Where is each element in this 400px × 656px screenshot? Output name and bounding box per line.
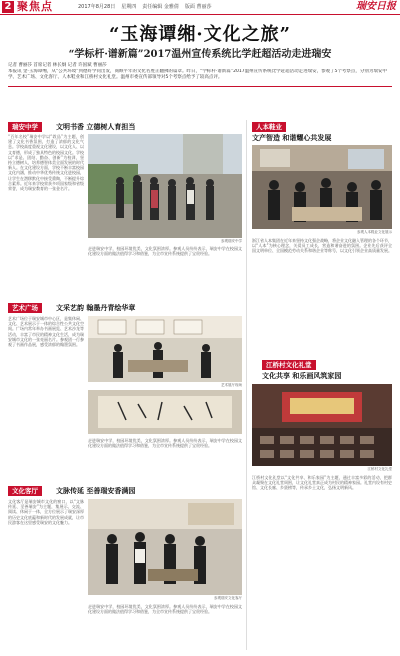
caption-renben: 参观人本鞋业文化展示	[357, 230, 392, 234]
page-number: 2	[2, 1, 14, 13]
body-text-culture-hall-2: 走进瑞安中学，校园环境优美，文化氛围浓厚。参观人员纷纷表示，瑞安中学在校园文化建设方面的做法值得学习和借鉴，为全市宣传系统提供了宝贵经验。	[88, 604, 242, 615]
lead-paragraph: 本报讯 金·玉海谭缃，从“公共环境”到德好学问出发，商顾平年的文化名胜正翻拂的篇章。昨日，“学标杆·谱新篇”2017温州宣传系统比学赶超活动走进瑞安，参观了5个考察点，分别为瑞安中学、艺术广场、文化客厅、人本鞋业和江桥村文化礼堂。温州市委宣传部领导对5个考察点给予了较高点评。	[8, 69, 387, 80]
section-title-renben: 文产智造 和谐耀心共发展	[252, 134, 332, 142]
issue-date: 2017年8月28日	[78, 4, 116, 10]
section-title-ruian-school: 文明书香 立德树人育担当	[56, 123, 136, 131]
layout-editor: 版面 曹丽莎	[184, 4, 212, 10]
section-tag-art-square: 艺术广场	[8, 303, 42, 313]
photo-jiangqiao-hall	[252, 384, 392, 466]
photo-school-visit	[88, 134, 242, 238]
body-text-art-square: 艺术广场位于瑞安城市中心区，是集休闲、文化、艺术展示于一体的综合性公共文化空间。广场内常年举办书画展览、艺术沙龙等活动，丰富了市民的精神文化生活，成为瑞安城市文化的一张亮丽名片。参观团一行参观了书画作品展，感受浓郁的翰墨氛围。	[8, 316, 84, 348]
body-text-renben: 浙江省人本集团在近年来坚持文化强企战略，将企业文化融入管理的各个环节，以“人本”为核心理念，关爱员工成长，营造和谐奋进的氛围。企业先后获评全国文明单位、全国模范劳动关系和谐企业等称号，以文化引领企业高质量发展。	[252, 238, 392, 254]
section-tag-ruian-school: 瑞安中学	[8, 122, 42, 132]
section-name: 聚焦点	[17, 0, 53, 13]
paper-logo: 瑞安日报	[356, 1, 396, 12]
section-title-jiangqiao: 文化共享 和乐画风筑家园	[262, 372, 342, 380]
headline-divider	[8, 86, 392, 87]
caption-culture-hall: 参观瑞安文化客厅	[214, 596, 242, 600]
weekday: 星期四	[121, 4, 137, 10]
sub-headline: “学标杆·谱新篇”2017温州宣传系统比学赶超活动走进瑞安	[68, 49, 332, 60]
column-divider	[246, 120, 247, 650]
caption-school: 参观瑞安中学	[221, 239, 242, 243]
section-title-art-square: 文采艺韵 翰墨丹青绘华章	[56, 304, 136, 312]
photo-calligraphy	[88, 390, 242, 434]
photo-art-gallery	[88, 316, 242, 382]
caption-art: 艺术展厅现场	[221, 383, 242, 387]
body-text-art-2: 走进瑞安中学，校园环境优美，文化氛围浓厚。参观人员纷纷表示，瑞安中学在校园文化建设方面的做法值得学习和借鉴，为全市宣传系统提供了宝贵经验。	[88, 438, 242, 449]
editor: 责任编辑 金雅倩	[142, 4, 179, 10]
photo-culture-hall	[88, 499, 242, 595]
byline: 记者 曹丽莎 首席记者 林长炯 记者 许国斌 曹丽莎	[8, 63, 107, 68]
body-text-culture-hall: 文化客厅是瑞安城市文化的窗口，以“文脉传延、至善瑞安”为主题，集展示、交流、阅读、休闲于一体，全方位展示了瑞安深厚的历史文化底蕴和新时代的发展成就，让市民游客在这里感受瑞安的文化魅力。	[8, 499, 84, 525]
section-title-culture-hall: 文脉传延 至善瑞安香满园	[56, 487, 136, 495]
section-tag-renben: 人本鞋业	[252, 122, 286, 132]
section-tag-culture-hall: 文化客厅	[8, 486, 42, 496]
section-tag-jiangqiao: 江桥村文化礼堂	[262, 360, 316, 370]
body-text-school: “百年名校”瑞安中学以“敦品”为主题，创建了文化书香氛围，打造了浓郁的文化气息。学校高度重视文化建设，以文化人、以文育德，形成了独具特色的校园文化。学校以“求是、团结、勤奋、创新”为校训，坚持立德树人，培养德智体美全面发展的时代新人。在文化建设方面，学校不断丰富校园文化内涵，推动中华优秀传统文化进校园，让学生在潜移默化中接受熏陶，不断提升综合素养。近年来学校荣获多项国家级和省级荣誉，成为瑞安教育的一张金名片。	[8, 134, 84, 192]
main-headline: “玉海谭缃·文化之旅”	[109, 24, 291, 45]
caption-jiangqiao: 江桥村文化礼堂	[367, 467, 392, 471]
photo-renben-exhibit	[252, 145, 392, 229]
body-text-school-2: 走进瑞安中学，校园环境优美，文化氛围浓厚。参观人员纷纷表示，瑞安中学在校园文化建设方面的做法值得学习和借鉴，为全市宣传系统提供了宝贵经验。	[88, 246, 242, 257]
header-meta	[78, 3, 211, 10]
body-text-jiangqiao: 江桥村文化礼堂以“文化共享、和乐家园”为主题，通过丰富多彩的活动，把群众凝聚在文化礼堂周围，让文化礼堂真正成为村民的精神家园。礼堂内设有村史馆、文化长廊、乡贤榜等，传承乡土文化，弘扬文明新风。	[252, 475, 392, 491]
